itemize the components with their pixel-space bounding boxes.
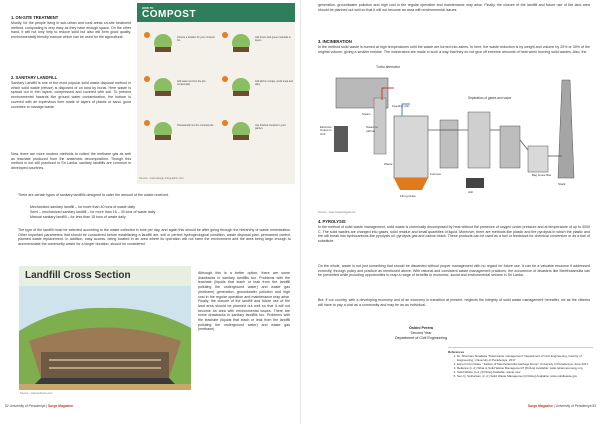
landfill-type-3: Manual sanitary landfill – for less than 15 tons of waste daily [30,215,126,219]
section-title-incineration: 3. INCINERATION [318,39,352,44]
author-name: Oshini Perera [409,326,433,330]
compost-title: COMPOST [142,9,197,20]
diagram-label-stack: Stack [558,182,566,186]
landfill-types-intro: There are certain types of sanitary landfills designed to cater the amount of the waste received. [18,193,170,197]
compost-step-6: Use finished compost in your garden. [255,124,286,130]
landfill-cross-section-image [19,266,191,390]
section-title-landfill: 2. SANITARY LANDFILL [11,75,58,80]
reference-item: 1. Dr. Sharman Sivadasa "Solid waste management" Department of Civil Engineering, Faculty of Engineering, University of Peradeniya, 2017 [457,354,593,362]
conclusion-para: On the whole, waste is not just something that should be discarded without proper management with no regard for future use. It can be a valuable resource if addressed correctly, through policy and practice as mentioned above. With rational and consistent waste management practices, the occurrence of disasters like Meethotamulla can be prevented while providing opportunities to reap a range of benefits in economic, social and environmental sectors in Sri Lanka. [318,264,590,278]
compost-source: Source : www.design.infographic.com [139,177,184,180]
footer-left: 52 University of Peradeniya | Surge Magazine [5,404,74,408]
landfill-figure-title: Landfill Cross Section [25,270,131,281]
landfill-diagram [19,286,191,390]
diagram-label-boiler: Steam to turbine [366,125,379,133]
right-page [300,0,600,424]
landfill-selection-para: The type of the landfill must be selected according to the waste collected in tons per day, and again this should be after going through the hierarchy of waste minimization. Other important parameters that should be considered before establishing a landfill are, soil or perfect hydrogeological condition, waste disposal plan, permanent control, planned waste replacement. In addition, easy access, being located in an area where its operation will not harm the environment and the area being large enough to accommodate the community waste for a longer duration, should be considered. [18,228,291,247]
compost-step-2: Add brown and green materials in layers. [255,36,291,42]
references-list [448,354,593,378]
references [448,347,593,378]
diagram-label-waste: Waste [384,162,393,166]
landfill-body-2: Now, there are more modern methods to collect the methane gas as well as leachate produced from the anaerobic decomposition. Though this method is not still practiced in Sri Lanka, sanitary landfills are common in developed countries. [11,152,131,171]
diagram-label-electrical: Electrical Output to Grid [320,125,332,136]
onsite-body: Mostly, for the people living in sub-urban and rural areas on-site treatment method, composting is very easy as they have enough space. On the other hand, it will not only help to reduce solid but also will form good quality, environmentally friendly manure which can be used for the agricultural. [11,21,131,40]
compost-subtitle: HOW TO [142,6,154,10]
footer-right: Surge Magazine | University of Peradeniya 53 [527,404,596,408]
author-block [371,326,471,341]
compost-infographic [137,3,295,184]
author-year: Second Year [410,331,432,335]
diagram-label-turbo: Turbo alternator [376,65,400,69]
reference-item: 2. Expert Committee " Failure of Meethotamulla Garbage Dump" University of Peradeniya, June 2017 [457,362,593,366]
closing-para: But, if our country, with a developing economy and of an economy in transition at present, neglects the integrity of solid waste management hereafter, we as the citizens will have to pay a cost as a community and may be as an individual. [318,298,590,307]
diagram-label-separation: Separation of gases and vapor [468,96,512,100]
diagram-label-grate: Firing Grate [400,194,416,198]
incinerator-graphic [318,60,588,210]
landfill-body: Sanitary Landfill is one of the most popular solid waste disposal method in which solid waste (refuse) is disposed of on land by burial. Here waste is spread out in thin layers, compressed and covered with soil. To prevent environmental hazards like ground water contamination, the bottom is covered with an impervious liner made of layers of plastic or sand, good countries to manage waste. [11,81,131,109]
page-number-right: 53 [592,404,596,408]
landfill-drawbacks-body: Although this is a better option, there are some drawbacks in sanitary landfills too. Problems with the leachate (liquids that leach or leak from the landfill polluting the underground water) and waste gas (methane) generation, groundwater pollution and high cost in the regular operation and maintenance may arise. Finally, the closure of the landfill and future use of the land area should be planned out well so that it will not become an area with environmental issues. There are some drawbacks in sanitary landfills too. Problems with the leachate (liquids that leach or leak from the landfill polluting the underground water) and waste gas (methane) [198,271,290,332]
footer-brand-right: Surge Magazine [527,404,553,408]
reference-item: 5. Sen Q. Sutharsan. (n.d.) Solid Waste Management [Online] Available: www.solidwaste.gov [457,374,593,378]
compost-step-1: Choose a location for your compost bin. [177,36,215,42]
diagram-label-hopper: Feeding Unit [392,104,410,108]
diagram-label-ash: Ash [468,190,474,194]
section-title-pyrolysis: 4. PYROLYSIS [318,219,346,224]
footer-university-right: University of Peradeniya [555,404,592,408]
author-dept: Department of Civil Engineering [394,336,448,340]
section-title-onsite: 1. ON-SITE TREATMENT [11,15,59,20]
reference-item: 3. Reliance (n.d.) What is Solid Waste Management? [Online] Available: www.reliancerenergy.org [457,366,593,370]
diagram-label-furnace: Furnace [430,172,442,176]
incineration-body: In the method solid waste is burned at high temperatures until the waste are turned into ashes. In here, the waste reduction is by weight and volume by 20% or 30% of the original volume, giving a smaller residue. The incinerators are made in such a way that they do not give off extreme amounts of heat when burning solid wastes. Also, the [318,45,590,54]
diagram-label-steam: Steam [362,112,371,116]
landfill-type-2: Semi – mechanized sanitary landfill – for more than 16 – 40 tons of waste daily [30,210,156,214]
pyrolysis-body: In the method of solid waste management, solid waste is chemically decomposed by heat without the presence of oxygen under pressure and at temperature of up to 4000 C. The solid wastes are changed into gases, solid residue and small quantities of liquid. Moreover, there are methods like plastic and tire pyrolysis in which the plastic and tire will break into hydrocarbons like pyrolysis oil, pyrolysis gas and carbon black. These products can be used as a fuel or feedstock for chemical conversion or as a fuel of substitute. [318,225,590,244]
compost-step-4: Add kitchen scraps, avoid meat and dairy. [255,80,293,86]
landfill-type-1: Mechanized sanitary landfill – for more than 40 tons of waste daily [30,205,136,209]
footer-brand-left: Surge Magazine [48,404,74,408]
compost-steps-graphic [137,25,295,177]
diagram-source: Source : www.researchgate.net [318,211,356,214]
references-title: References [448,350,465,354]
compost-step-5: Occasionally turn the compost pile. [177,124,215,127]
landfill-source: Source : www.scheme.com [20,392,53,395]
continuation-para: generation, groundwater pollution and high cost in the regular operation and maintenance may arise. Finally, the closure of the landfill and future use of the land area should be planned out well so that it will not become an area with environmental issues. [318,3,590,12]
footer-university-left: University of Peradeniya [9,404,46,408]
page-number-left: 52 [5,404,9,408]
diagram-label-bag: Bag house filter [532,173,552,177]
reference-item: 4. Solid Waste (n.d.) [Online] Available: waste.nsw [457,370,593,374]
compost-step-3: Add water and turn the pile occasionally. [177,80,206,86]
incinerator-diagram [318,60,588,210]
